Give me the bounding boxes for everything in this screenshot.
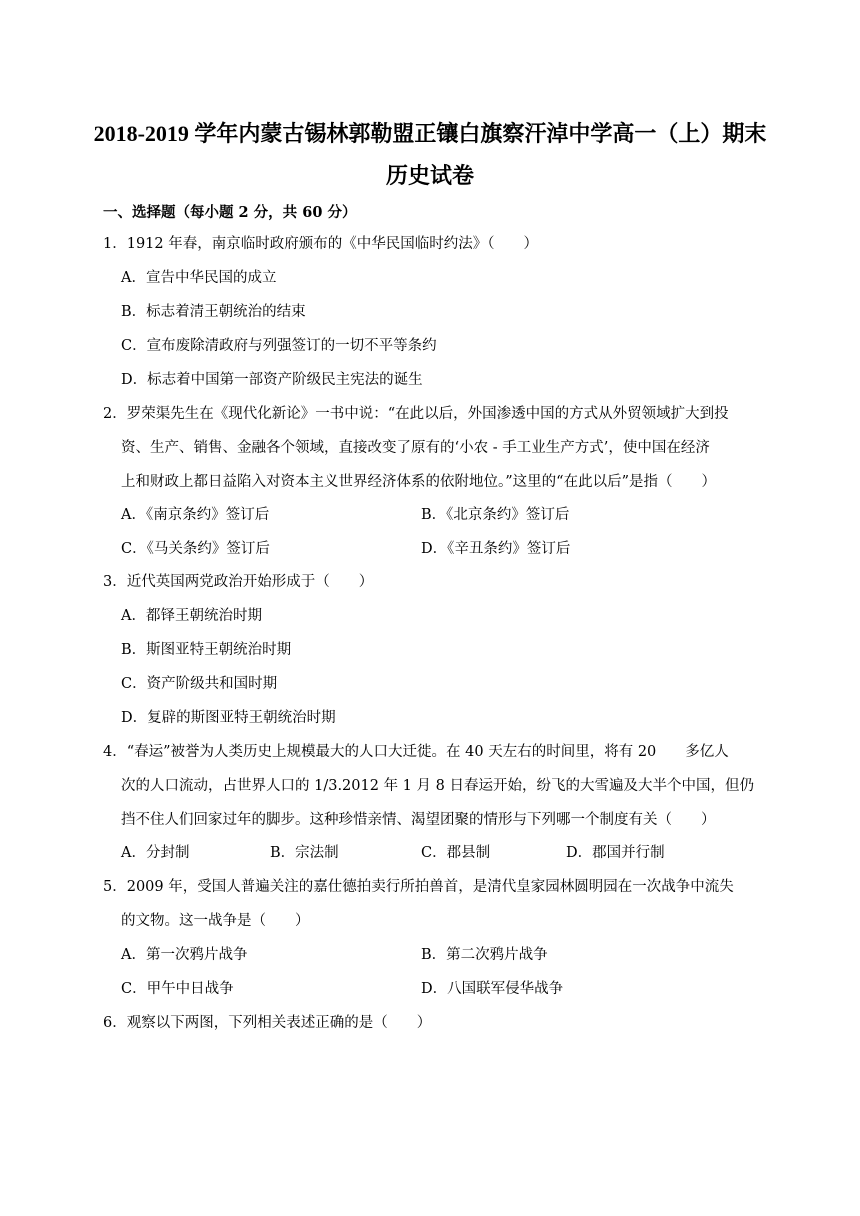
exam-title-line2: 历史试卷 [385,163,474,188]
question-2-stem-line1: 2．罗荣渠先生在《现代化新论》一书中说：“在此以后，外国渗透中国的方式从外贸领域扩大到投 [103,406,729,422]
question-1-option-b: B．标志着清王朝统治的结束 [121,304,306,320]
question-2-option-a: A．《南京条约》签订后 [121,507,270,523]
question-1-stem: 1．1912 年春，南京临时政府颁布的《中华民国临时约法》（ ） [103,236,538,252]
question-6-stem: 6．观察以下两图，下列相关表述正确的是（ ） [103,1015,432,1031]
question-3-stem: 3．近代英国两党政治开始形成于（ ） [103,574,374,590]
question-2-option-b: B．《北京条约》签订后 [421,507,570,523]
question-3-option-b: B．斯图亚特王朝统治时期 [121,642,292,658]
question-4-option-d: D．郡国并行制 [566,845,665,861]
question-5-option-b: B．第二次鸦片战争 [421,947,548,963]
question-1-option-c: C．宣布废除清政府与列强签订的一切不平等条约 [121,338,437,354]
question-2-stem-line2: 资、生产、销售、金融各个领域，直接改变了原有的‘小农 - 手工业生产方式’，使中国在经济 [121,440,710,456]
question-5-stem-line1: 5．2009 年，受国人普遍关注的嘉仕德拍卖行所拍兽首，是清代皇家园林圆明园在一次战争中流失 [103,879,734,895]
exam-title-line1: 2018-2019 学年内蒙古锡林郭勒盟正镶白旗察汗淖中学高一（上）期末 [93,121,767,146]
question-3-option-d: D．复辟的斯图亚特王朝统治时期 [121,710,336,726]
question-4-option-a: A．分封制 [121,845,190,861]
question-2-stem-line3: 上和财政上都日益陷入对资本主义世界经济体系的依附地位。”这里的“在此以后”是指（ ） [121,474,716,490]
section-heading: 一、选择题（每小题 2 分，共 60 分） [103,204,357,221]
question-5-option-d: D．八国联军侵华战争 [421,981,564,997]
question-4-option-b: B．宗法制 [270,845,339,861]
question-2-option-c: C．《马关条约》签订后 [121,541,270,557]
question-4-stem-line2: 次的人口流动，占世界人口的 1/3.2012 年 1 月 8 日春运开始，纷飞的大雪遍及大半个中国，但仍 [121,778,754,794]
question-4-stem-line1: 4．“春运”被誉为人类历史上规模最大的人口大迁徙。在 40 天左右的时间里，将有 20 多亿人 [103,744,729,760]
question-1-option-a: A．宣告中华民国的成立 [121,270,277,286]
question-4-stem-line3: 挡不住人们回家过年的脚步。这种珍惜亲情、渴望团聚的情形与下列哪一个制度有关（ ） [121,812,716,828]
question-1-option-d: D．标志着中国第一部资产阶级民主宪法的诞生 [121,372,423,388]
question-4-option-c: C．郡县制 [421,845,491,861]
question-5-option-c: C．甲午中日战争 [121,981,234,997]
question-3-option-c: C．资产阶级共和国时期 [121,676,278,692]
question-5-option-a: A．第一次鸦片战争 [121,947,248,963]
question-5-stem-line2: 的文物。这一战争是（ ） [121,913,310,929]
question-3-option-a: A．都铎王朝统治时期 [121,608,262,624]
question-2-option-d: D．《辛丑条约》签订后 [421,541,571,557]
